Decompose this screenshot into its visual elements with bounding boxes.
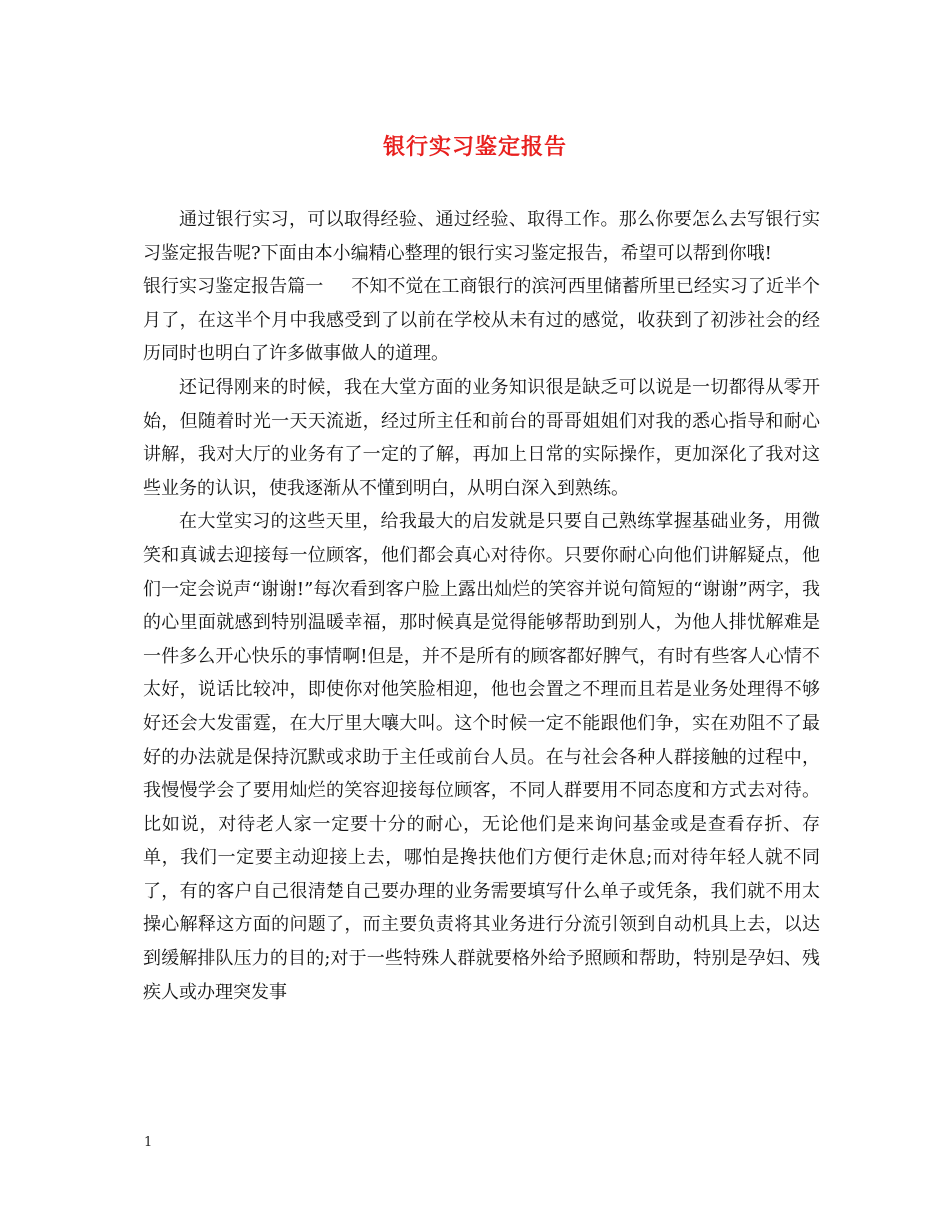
section-first-paragraph-text: 不知不觉在工商银行的滨河西里储蓄所里已经实习了近半个月了，在这半个月中我感受到了以前在学校从未有过的感觉，收获到了初涉社会的经历同时也明白了许多做事做人的道理。 bbox=[143, 276, 821, 365]
page-number: 1 bbox=[144, 1135, 153, 1150]
section-heading: 银行实习鉴定报告篇一 bbox=[143, 276, 324, 298]
intro-paragraph: 通过银行实习，可以取得经验、通过经验、取得工作。那么你要怎么去写银行实习鉴定报告呢?下面由本小编精心整理的银行实习鉴定报告，希望可以帮到你哦! bbox=[143, 209, 820, 264]
paragraph-3: 在大堂实习的这些天里，给我最大的启发就是只要自己熟练掌握基础业务，用微笑和真诚去迎接每一位顾客，他们都会真心对待你。只要你耐心向他们讲解疑点，他们一定会说声“谢谢!”每次看到客户脸上露出灿烂的笑容并说句简短的“谢谢”两字，我的心里面就感到特别温暖幸福，那时候真是觉得能够帮助到别人，为他人排忧解难是一件多么开心快乐的事情啊!但是，并不是所有的顾客都好脾气，有时有些客人心情不太好，说话比较冲，即使你对他笑脸相迎，他也会置之不理而且若是业务处理得不够好还会大发雷霆，在大厅里大嚷大叫。这个时候一定不能跟他们争，实在劝阻不了最好的办法就是保持沉默或求助于主任或前台人员。在与社会各种人群接触的过程中，我慢慢学会了要用灿烂的笑容迎接每位顾客，不同人群要用不同态度和方式去对待。比如说，对待老人家一定要十分的耐心，无论他们是来询问基金或是查看存折、存单，我们一定要主动迎接上去，哪怕是搀扶他们方便行走休息;而对待年轻人就不同了，有的客户自己很清楚自己要办理的业务需要填写什么单子或凭条，我们就不用太操心解释这方面的问题了，而主要负责将其业务进行分流引领到自动机具上去，以达到缓解排队压力的目的;对于一些特殊人群就要格外给予照顾和帮助，特别是孕妇、残疾人或办理突发事 bbox=[143, 511, 820, 1003]
document-body bbox=[143, 203, 820, 1009]
section-first-paragraph bbox=[143, 270, 820, 371]
paragraph-2: 还记得刚来的时候，我在大堂方面的业务知识很是缺乏可以说是一切都得从零开始，但随着时光一天天流逝，经过所主任和前台的哥哥姐姐们对我的悉心指导和耐心讲解，我对大厅的业务有了一定的了解，再加上日常的实际操作，更加深化了我对这些业务的认识，使我逐渐从不懂到明白，从明白深入到熟练。 bbox=[143, 376, 820, 499]
document-title: 银行实习鉴定报告 bbox=[382, 134, 567, 160]
